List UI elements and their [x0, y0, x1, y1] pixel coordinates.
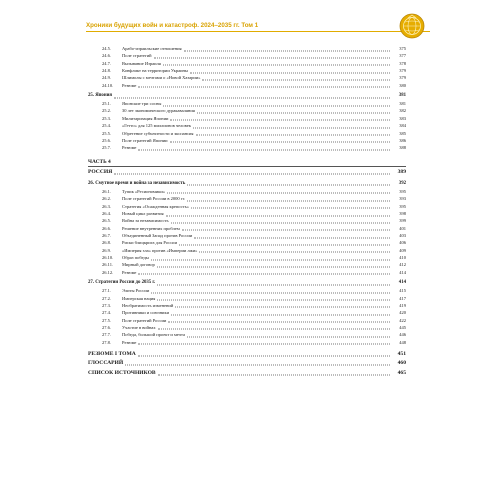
- toc-entry-text: ЧАСТЬ 4: [88, 158, 111, 165]
- toc-entry-text: Конфликт на территории Украины: [122, 68, 188, 74]
- toc-entry-label: [88, 218, 169, 224]
- toc-entry-page: 451: [397, 350, 406, 357]
- toc-entry-text: Образ победы: [122, 255, 149, 261]
- toc-entry-label: [88, 159, 111, 166]
- toc-entry-page: 385: [399, 130, 406, 136]
- toc-entry-label: [88, 138, 168, 144]
- dot-leader: [182, 230, 390, 231]
- dot-leader: [168, 322, 390, 323]
- toc-entry-label: [88, 360, 123, 367]
- toc-entry: [88, 255, 406, 261]
- toc-entry-page: 410: [399, 255, 406, 261]
- toc-entry: [88, 360, 406, 367]
- toc-entry-page: 386: [399, 137, 406, 143]
- toc-entry-text: РЕЗЮМЕ I ТОМА: [88, 350, 136, 357]
- toc-entry-text: ГЛОССАРИЙ: [88, 360, 124, 367]
- toc-entry-number: 27.2.: [102, 295, 111, 301]
- toc-entry-text: Поле стратегий России в 2000 гг.: [122, 196, 186, 202]
- dot-leader: [187, 336, 390, 337]
- toc-entry-page: 379: [399, 75, 406, 81]
- toc-entry-page: 417: [399, 295, 406, 301]
- dot-leader: [138, 87, 390, 88]
- toc-entry: [88, 226, 406, 232]
- toc-entry-page: 395: [399, 188, 406, 194]
- toc-entry-page: 392: [398, 180, 406, 186]
- dot-leader: [125, 365, 390, 366]
- toc-entry-page: 401: [399, 225, 406, 231]
- toc-entry-label: [88, 131, 194, 137]
- toc-entry: [88, 218, 406, 224]
- toc-entry-number: 24.8.: [102, 68, 111, 74]
- toc-entry-number: 27.8.: [102, 339, 111, 345]
- toc-entry-number: 26.8.: [102, 240, 111, 246]
- toc-entry-number: 26.7.: [102, 233, 111, 239]
- toc-entry-text: Имперская нация: [122, 295, 156, 301]
- toc-entry-label: [88, 181, 185, 187]
- dot-leader: [170, 142, 390, 143]
- toc-entry-text: Вызывание Израиля: [122, 60, 161, 66]
- dot-leader: [157, 300, 390, 301]
- toc-entry-text: «Гетто» для 125 миллионов человек: [122, 123, 191, 129]
- toc-entry: [88, 75, 406, 81]
- toc-entry-text: Решение внутренних проблем: [122, 225, 180, 231]
- toc-entry-label: [88, 248, 197, 254]
- toc-entry-label: [88, 288, 149, 294]
- dot-leader: [193, 127, 390, 128]
- toc-entry-page: 389: [397, 168, 406, 175]
- dot-leader: [114, 97, 390, 98]
- toc-entry-page: 393: [399, 196, 406, 202]
- dot-leader: [163, 105, 390, 106]
- toc-entry: [88, 280, 406, 286]
- toc-entry-page: 446: [399, 332, 406, 338]
- toc-entry: [88, 288, 406, 294]
- toc-entry: [88, 108, 406, 114]
- toc-entry-text: Резюме: [122, 269, 137, 275]
- toc-entry-text: РОССИЯ: [88, 168, 113, 175]
- dot-leader: [158, 329, 390, 330]
- toc-entry-text: Стратегия «Осажденная крепость»: [122, 203, 189, 209]
- toc-entry: [88, 61, 406, 67]
- toc-entry-text: Арабо-израильские отношения: [122, 46, 182, 51]
- toc-entry-label: [88, 233, 192, 239]
- dot-leader: [194, 237, 390, 238]
- toc-entry: [88, 248, 406, 254]
- toc-entry: [88, 240, 406, 246]
- toc-entry-text: Япония: [95, 93, 112, 99]
- dot-leader: [151, 259, 390, 260]
- toc-entry: [88, 196, 406, 202]
- header-rule: [86, 31, 430, 32]
- dot-leader: [138, 355, 390, 356]
- toc-entry-label: [88, 226, 180, 232]
- toc-entry-number: 25.: [88, 93, 94, 99]
- toc-entry-page: 414: [398, 280, 406, 286]
- toc-entry-label: [88, 370, 156, 377]
- dot-leader: [154, 57, 390, 58]
- toc-entry-page: 384: [399, 123, 406, 129]
- toc-entry-number: 26.12.: [102, 269, 114, 275]
- toc-entry-page: 415: [399, 288, 406, 294]
- dot-leader: [171, 314, 390, 315]
- toc-entry-label: [88, 318, 166, 324]
- toc-entry-label: [88, 340, 136, 346]
- dot-leader: [187, 200, 390, 201]
- toc-entry: [88, 340, 406, 346]
- toc-entry-label: [88, 310, 169, 316]
- toc-entry: [88, 303, 406, 309]
- dot-leader: [138, 344, 390, 345]
- toc-entry-page: 465: [397, 369, 406, 376]
- toc-entry-text: СПИСОК ИСТОЧНИКОВ: [88, 369, 156, 376]
- toc-entry: [88, 189, 406, 195]
- toc-entry-number: 26.6.: [102, 225, 111, 231]
- toc-entry-text: 30 лет экономического дуракаваляния: [122, 108, 195, 114]
- toc-entry-text: Резюме: [122, 339, 137, 345]
- toc-entry: [88, 101, 406, 107]
- toc-entry-number: 27.6.: [102, 324, 111, 330]
- toc-entry-text: Риски блицкрига для России: [122, 240, 177, 246]
- toc-entry-number: 26.11.: [102, 262, 114, 268]
- toc-entry-number: 25.3.: [102, 115, 111, 121]
- toc-entry-label: [88, 262, 155, 268]
- toc-entry-page: 448: [399, 339, 406, 345]
- toc-entry-label: [88, 53, 152, 59]
- toc-entry-label: [88, 255, 149, 261]
- toc-entry-number: 25.1.: [102, 101, 111, 107]
- dot-leader: [199, 252, 390, 253]
- toc-entry-page: 378: [399, 60, 406, 66]
- toc-entry-text: Милитаризация Японии: [122, 115, 169, 121]
- toc-entry-text: Обретение субъектности и экспансия: [122, 130, 194, 136]
- toc-entry-text: Противники и союзники: [122, 310, 170, 316]
- page-header: [0, 0, 500, 40]
- toc-entry-number: 27.: [88, 280, 94, 286]
- toc-entry: [88, 145, 406, 151]
- toc-entry-page: 409: [399, 247, 406, 253]
- toc-entry-page: 406: [399, 240, 406, 246]
- toc-entry-text: Победа, большой проект и мечта: [122, 332, 185, 338]
- toc-entry: [88, 123, 406, 129]
- toc-entry-label: [88, 196, 185, 202]
- dot-leader: [138, 274, 390, 275]
- toc-entry-label: [88, 46, 182, 52]
- toc-entry-label: [88, 303, 173, 309]
- dot-leader: [171, 222, 391, 223]
- toc-entry: [88, 296, 406, 302]
- toc-entry: [88, 325, 406, 331]
- toc-entry-label: [88, 123, 191, 129]
- toc-entry-page: 420: [399, 310, 406, 316]
- toc-entry-label: [88, 101, 161, 107]
- toc-entry-page: 398: [399, 211, 406, 216]
- dot-leader: [166, 215, 390, 216]
- toc-entry-label: [88, 83, 136, 89]
- dot-leader: [138, 149, 390, 150]
- toc-entry-text: Элиты России: [122, 288, 150, 294]
- dot-leader: [196, 135, 390, 136]
- running-title: Хроники будущих войн и катастроф. 2024–2035 гг. Том 1: [86, 22, 259, 29]
- toc-entry-page: 383: [399, 115, 406, 121]
- toc-entry-text: Шлимолы с мечтами о «Новой Хазарии»: [122, 75, 201, 81]
- toc-entry: [88, 262, 406, 268]
- toc-entry-label: [88, 325, 156, 331]
- toc-entry-text: Мирный договор: [122, 262, 155, 268]
- dot-leader: [179, 244, 390, 245]
- toc-entry-number: 27.5.: [102, 317, 111, 323]
- toc-entry-label: [88, 75, 200, 81]
- toc-entry-number: 24.7.: [102, 60, 111, 66]
- toc-entry: [88, 204, 406, 210]
- toc-entry-label: [88, 204, 189, 210]
- toc-entry: [88, 46, 406, 52]
- dot-leader: [170, 120, 390, 121]
- toc-entry-number: 26.2.: [102, 196, 111, 202]
- toc-entry: [88, 332, 406, 338]
- dot-leader: [157, 284, 390, 285]
- toc-entry-label: [88, 116, 168, 122]
- dot-leader: [157, 266, 390, 267]
- toc-entry-text: Смутное время и война за независимость: [95, 180, 186, 186]
- toc-entry-label: [88, 351, 136, 358]
- toc-entry-text: Поле стратегий Японии: [122, 137, 168, 143]
- toc-entry: [88, 83, 406, 89]
- toc-entry-number: 26.5.: [102, 218, 111, 224]
- toc-entry-label: [88, 270, 136, 276]
- toc-entry-page: 381: [399, 101, 406, 107]
- toc-entry-number: 27.7.: [102, 332, 111, 338]
- toc-entry: [88, 93, 406, 99]
- toc-entry: [88, 169, 406, 176]
- dot-leader: [151, 292, 390, 293]
- toc-entry-page: 395: [399, 203, 406, 209]
- toc-entry: [88, 159, 406, 167]
- toc-entry-number: 25.6.: [102, 137, 111, 143]
- toc-entry-page: 412: [399, 262, 406, 268]
- toc-entry-number: 26.3.: [102, 203, 111, 209]
- toc-entry-page: 388: [399, 145, 406, 151]
- toc-entry-page: 377: [399, 53, 406, 59]
- toc-entry-number: 26.9.: [102, 247, 111, 253]
- toc-entry-text: Стратегии России до 2035 г.: [95, 280, 156, 286]
- toc-entry-number: 24.5.: [102, 46, 111, 51]
- toc-entry: [88, 131, 406, 137]
- dot-leader: [197, 112, 390, 113]
- toc-entry-label: [88, 108, 195, 114]
- toc-entry: [88, 370, 406, 377]
- toc-entry-label: [88, 61, 161, 67]
- dot-leader: [114, 173, 390, 174]
- toc-entry-number: 24.9.: [102, 75, 111, 81]
- toc-entry-number: 25.5.: [102, 130, 111, 136]
- toc-entry-page: 414: [399, 269, 406, 275]
- toc-entry-text: Участие в войнах: [122, 324, 156, 330]
- toc-entry-number: 25.4.: [102, 123, 111, 129]
- toc-entry-number: 25.2.: [102, 108, 111, 114]
- toc-entry-page: 399: [399, 218, 406, 224]
- toc-entry: [88, 138, 406, 144]
- toc-entry-page: 379: [399, 68, 406, 74]
- toc-entry-number: 26.1.: [102, 188, 111, 194]
- toc-entry-label: [88, 93, 112, 99]
- dot-leader: [184, 50, 390, 51]
- toc-entry-text: Объединенный Запад против России: [122, 233, 193, 239]
- dot-leader: [187, 185, 390, 186]
- toc-entry-number: 27.1.: [102, 288, 111, 294]
- toc-entry-number: 25.7.: [102, 145, 111, 151]
- globe-emblem-icon: [399, 13, 425, 39]
- toc-entry-page: 375: [399, 46, 406, 51]
- toc-entry: [88, 270, 406, 276]
- toc-entry-text: Необратимость изменений: [122, 302, 174, 308]
- toc-entry-label: [88, 240, 177, 246]
- toc-entry-label: [88, 280, 155, 286]
- toc-entry-number: 26.10.: [102, 255, 114, 261]
- toc-entry-text: Поле стратегий России: [122, 317, 167, 323]
- toc-entry-text: Война за независимость: [122, 218, 169, 224]
- toc-entry: [88, 116, 406, 122]
- dot-leader: [202, 79, 390, 80]
- toc-entry-label: [88, 189, 165, 195]
- toc-entry: [88, 233, 406, 239]
- toc-entry-number: 26.4.: [102, 211, 111, 216]
- toc-entry: [88, 310, 406, 316]
- toc-entry-page: 460: [397, 360, 406, 367]
- dot-leader: [163, 65, 390, 66]
- dot-leader: [191, 208, 390, 209]
- toc-entry-number: 24.10.: [102, 82, 114, 88]
- toc-entry-number: 24.6.: [102, 53, 111, 59]
- dot-leader: [190, 72, 390, 73]
- toc-entry-label: [88, 68, 188, 74]
- toc-entry: [88, 68, 406, 74]
- toc-entry-page: 445: [399, 324, 406, 330]
- toc-entry-text: Новый цикл развития: [122, 211, 164, 216]
- toc-entry-label: [88, 332, 185, 338]
- toc-entry-text: Поле стратегий: [122, 53, 152, 59]
- toc-entry-label: [88, 169, 112, 176]
- dot-leader: [175, 307, 390, 308]
- dot-leader: [167, 193, 390, 194]
- toc-entry: [88, 53, 406, 59]
- toc-entry-label: [88, 211, 164, 217]
- toc-entry: [88, 351, 406, 358]
- toc-entry-page: 380: [399, 82, 406, 88]
- toc-entry-page: 381: [398, 93, 406, 99]
- toc-entry-text: «Империя зла» против «Империи лжи»: [122, 247, 198, 253]
- toc-entry-page: 403: [399, 233, 406, 239]
- toc-entry-label: [88, 296, 155, 302]
- toc-entry-number: 27.3.: [102, 302, 111, 308]
- toc-entry: [88, 181, 406, 187]
- toc-entry-label: [88, 145, 136, 151]
- toc-entry-page: 419: [399, 302, 406, 308]
- toc-entry-number: 27.4.: [102, 310, 111, 316]
- toc-entry-page: 382: [399, 108, 406, 114]
- toc-entry-text: Тупик «Ресиономики»: [122, 188, 166, 194]
- toc-entry-number: 26.: [88, 180, 94, 186]
- toc-entry-page: 422: [399, 317, 406, 323]
- dot-leader: [158, 374, 390, 375]
- toc-entry-text: Резюме: [122, 145, 137, 151]
- toc-entry-text: Резюме: [122, 82, 137, 88]
- toc-entry: [88, 211, 406, 217]
- toc-entry-text: Японские три сосны: [122, 101, 162, 107]
- toc-entry: [88, 318, 406, 324]
